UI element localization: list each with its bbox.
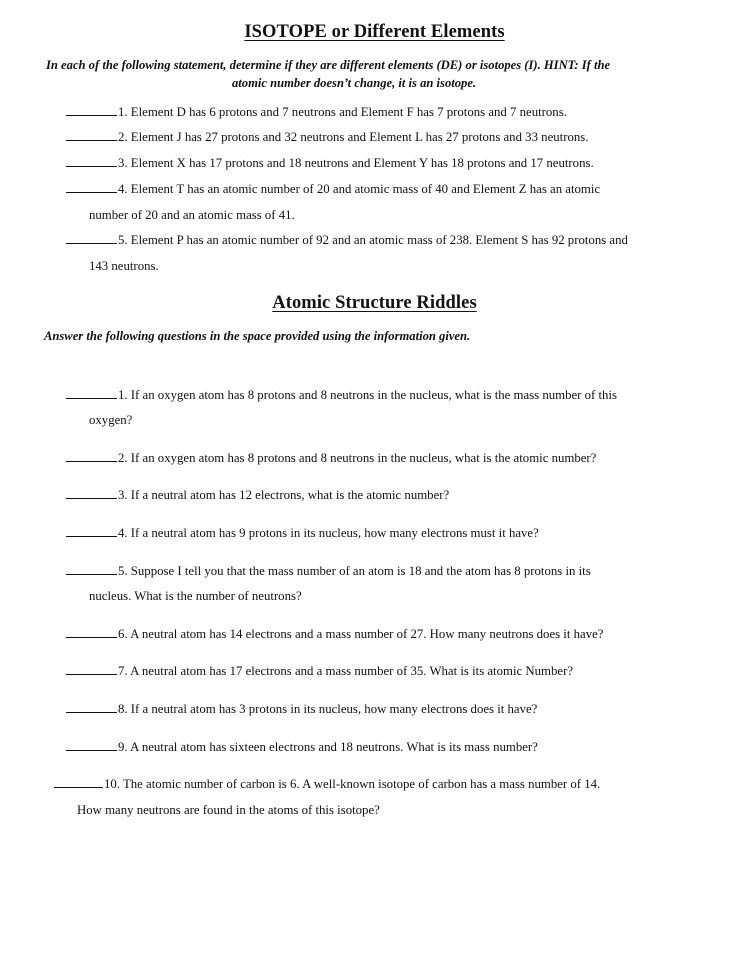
riddle-question-4	[66, 525, 539, 541]
answer-blank[interactable]	[66, 104, 117, 116]
question-continuation: nucleus. What is the number of neutrons?	[89, 589, 302, 603]
riddle-question-9	[66, 739, 538, 755]
answer-blank[interactable]	[66, 232, 117, 244]
answer-blank[interactable]	[66, 387, 117, 399]
question-text: 3. Element X has 17 protons and 18 neutrons and Element Y has 18 protons and 17 neutrons.	[118, 156, 594, 170]
answer-blank[interactable]	[66, 626, 117, 638]
answer-blank[interactable]	[66, 739, 117, 751]
section1-instructions-line2: atomic number doesn’t change, it is an isotope.	[232, 75, 477, 90]
answer-blank[interactable]	[66, 701, 117, 713]
question-text: 4. If a neutral atom has 9 protons in its nucleus, how many electrons must it have?	[118, 526, 539, 540]
question-continuation: oxygen?	[89, 413, 133, 427]
isotope-question-1	[66, 104, 567, 120]
answer-blank[interactable]	[66, 129, 117, 141]
question-continuation: How many neutrons are found in the atoms of this isotope?	[77, 803, 380, 817]
riddle-question-2	[66, 450, 596, 466]
section1-instructions	[46, 57, 726, 92]
question-continuation: number of 20 and an atomic mass of 41.	[89, 208, 295, 222]
riddle-question-10	[54, 776, 600, 792]
question-text: 5. Element P has an atomic number of 92 and an atomic mass of 238. Element S has 92 protons and	[118, 233, 628, 247]
question-text: 5. Suppose I tell you that the mass number of an atom is 18 and the atom has 8 protons in its	[118, 564, 591, 578]
answer-blank[interactable]	[66, 450, 117, 462]
answer-blank[interactable]	[66, 155, 117, 167]
riddle-question-3	[66, 487, 449, 503]
answer-blank[interactable]	[66, 487, 117, 499]
question-text: 8. If a neutral atom has 3 protons in its nucleus, how many electrons does it have?	[118, 702, 538, 716]
riddle-question-1	[66, 387, 617, 403]
answer-blank[interactable]	[66, 663, 117, 675]
isotope-question-5	[66, 232, 628, 248]
question-text: 2. If an oxygen atom has 8 protons and 8 neutrons in the nucleus, what is the atomic number?	[118, 451, 597, 465]
question-text: 1. Element D has 6 protons and 7 neutrons and Element F has 7 protons and 7 neutrons.	[118, 105, 567, 119]
question-text: 9. A neutral atom has sixteen electrons and 18 neutrons. What is its mass number?	[118, 740, 538, 754]
question-text: 2. Element J has 27 protons and 32 neutrons and Element L has 27 protons and 33 neutrons.	[118, 130, 589, 144]
answer-blank[interactable]	[66, 563, 117, 575]
question-text: 1. If an oxygen atom has 8 protons and 8 neutrons in the nucleus, what is the mass number of this	[118, 388, 617, 402]
answer-blank[interactable]	[66, 181, 117, 193]
question-text: 4. Element T has an atomic number of 20 and atomic mass of 40 and Element Z has an atomic	[118, 182, 601, 196]
section2-instructions: Answer the following questions in the space provided using the information given.	[44, 329, 471, 343]
question-text: 10. The atomic number of carbon is 6. A well-known isotope of carbon has a mass number of 14.	[104, 777, 601, 791]
isotope-question-2	[66, 129, 588, 145]
section2-title: Atomic Structure Riddles	[272, 293, 477, 313]
answer-blank[interactable]	[54, 776, 103, 788]
section1-instructions-line1: In each of the following statement, determine if they are different elements (DE) or isotopes (I). HINT: If the	[46, 58, 611, 72]
question-text: 7. A neutral atom has 17 electrons and a mass number of 35. What is its atomic Number?	[118, 664, 574, 678]
isotope-question-4	[66, 181, 600, 197]
section1-title: ISOTOPE or Different Elements	[244, 22, 505, 42]
isotope-question-3	[66, 155, 594, 171]
riddle-question-6	[66, 626, 603, 642]
riddle-question-5	[66, 563, 591, 579]
question-text: 3. If a neutral atom has 12 electrons, what is the atomic number?	[118, 488, 450, 502]
answer-blank[interactable]	[66, 525, 117, 537]
question-text: 6. A neutral atom has 14 electrons and a mass number of 27. How many neutrons does it have?	[118, 627, 604, 641]
question-continuation: 143 neutrons.	[89, 259, 159, 273]
riddle-question-8	[66, 701, 537, 717]
riddle-question-7	[66, 663, 573, 679]
